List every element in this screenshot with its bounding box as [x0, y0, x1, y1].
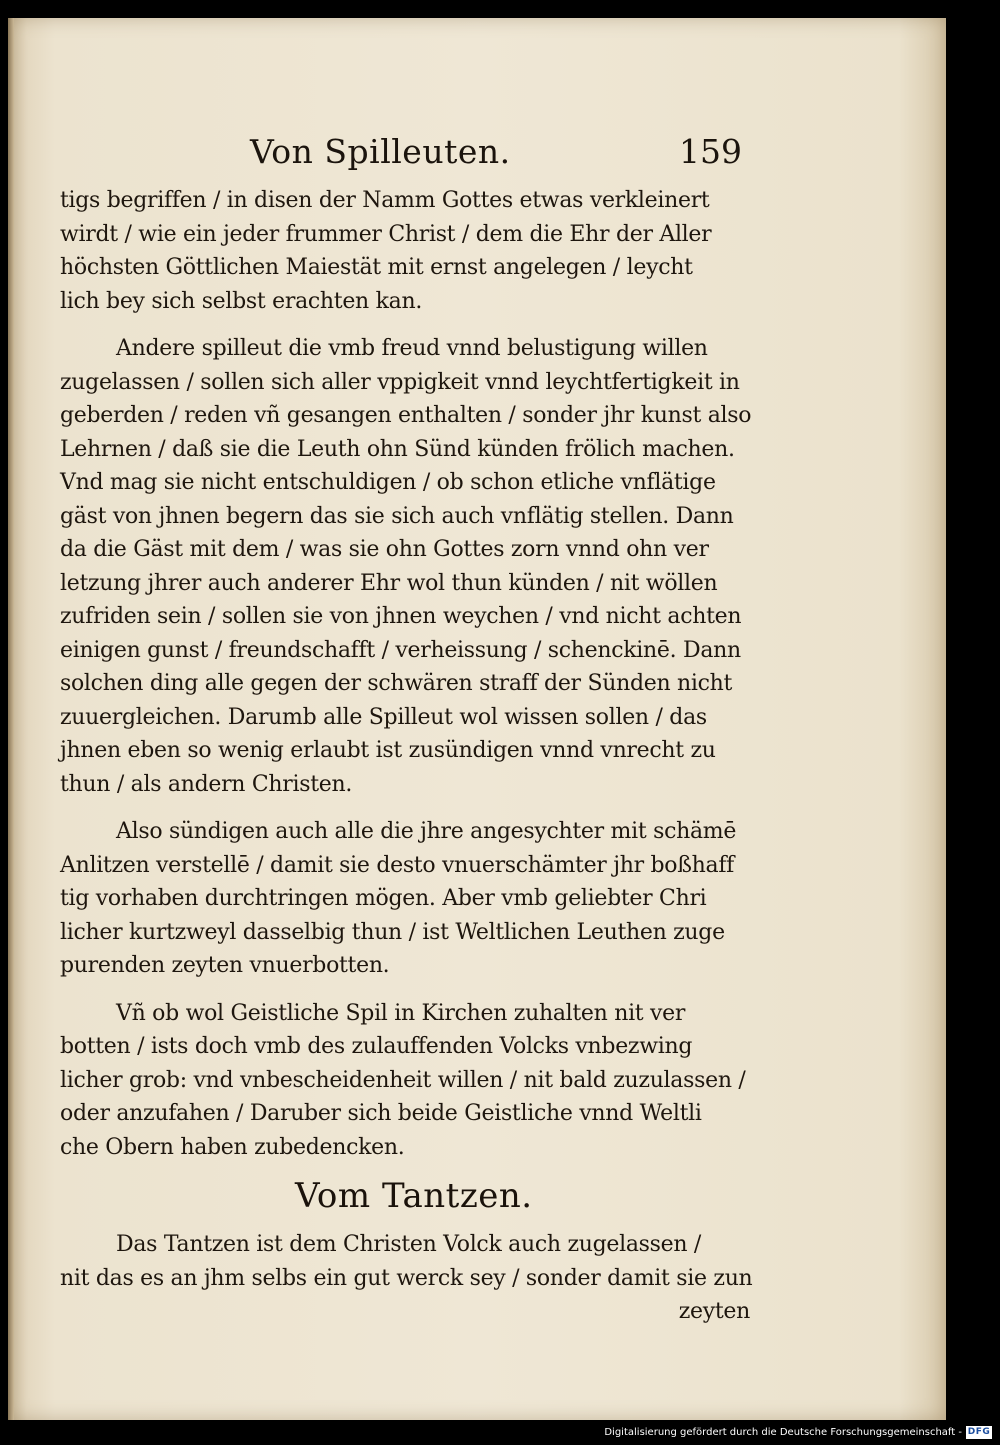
- running-title: Von Spilleuten.: [250, 132, 511, 171]
- section-heading: Vom Tantzen.: [295, 1176, 533, 1216]
- book-page: [8, 18, 946, 1420]
- paragraph: [60, 815, 750, 983]
- text-line: letzung jhrer auch anderer Ehr wol thun künden / nit wöllen: [60, 570, 718, 596]
- text-line: Vnd mag sie nicht entschuldigen / ob schon etliche vnflätige: [60, 470, 716, 495]
- text-line: Andere spilleut die vmb freud vnnd belustigung willen: [116, 336, 708, 361]
- paragraph-gap: [60, 318, 750, 332]
- text-line: Lehrnen / daß sie die Leuth ohn Sünd künden frölich machen.: [60, 436, 735, 462]
- text-line: lich bey sich selbst erachten kan.: [60, 288, 423, 314]
- footer-credit: Digitalisierung gefördert durch die Deutsche Forschungsgemeinschaft -: [604, 1427, 962, 1438]
- text-line: che Obern haben zubedencken.: [60, 1134, 405, 1160]
- paragraph: [60, 184, 750, 318]
- text-line: Vñ ob wol Geistliche Spil in Kirchen zuhalten nit ver: [116, 1000, 686, 1026]
- catchword: zeyten: [678, 1299, 750, 1324]
- running-head: [250, 132, 742, 182]
- section-body: [60, 1228, 753, 1295]
- dfg-logo: DFG: [967, 1427, 991, 1437]
- text-line: licher grob: vnd vnbescheidenheit willen / nit bald zuzulassen /: [60, 1067, 746, 1093]
- text-line: einigen gunst / freundschafft / verheissung / schenckinē. Dann: [60, 637, 741, 663]
- text-line: tigs begriffen / in disen der Namm Gottes etwas verkleinert: [60, 188, 710, 213]
- text-line: jhnen eben so wenig erlaubt ist zusündigen vnnd vnrecht zu: [60, 738, 716, 763]
- text-line: solchen ding alle gegen der schwären straff der Sünden nicht: [60, 671, 733, 696]
- page-gutter-shadow: [8, 18, 14, 1420]
- text-line: höchsten Göttlichen Maiestät mit ernst angelegen / leycht: [60, 255, 693, 280]
- text-line: tig vorhaben durchtringen mögen. Aber vmb geliebter Chri: [60, 886, 707, 911]
- text-line: wirdt / wie ein jeder frummer Christ / dem die Ehr der Aller: [60, 221, 712, 247]
- text-block: [60, 184, 753, 1329]
- paragraphs: [60, 184, 750, 1164]
- page-number: 159: [679, 132, 742, 171]
- text-line: licher kurtzweyl dasselbig thun / ist Weltlichen Leuthen zuge: [60, 919, 725, 945]
- text-line: da die Gäst mit dem / was sie ohn Gottes zorn vnnd ohn ver: [60, 537, 709, 562]
- paragraph: [60, 332, 750, 801]
- text-line: oder anzufahen / Daruber sich beide Geistliche vnnd Weltli: [60, 1101, 702, 1126]
- text-line: botten / ists doch vmb des zulauffenden Volcks vnbezwing: [60, 1034, 693, 1059]
- paragraph: [60, 997, 750, 1165]
- text-line: purenden zeyten vnuerbotten.: [60, 953, 390, 978]
- text-line: zugelassen / sollen sich aller vppigkeit vnnd leychtfertigkeit in: [60, 369, 740, 395]
- text-line: Also sündigen auch alle die jhre angesychter mit schämē: [116, 819, 737, 844]
- paragraph-gap: [60, 983, 750, 997]
- text-line: Anlitzen verstellē / damit sie desto vnuerschämter jhr boßhaff: [60, 852, 735, 878]
- text-line: thun / als andern Christen.: [60, 771, 353, 797]
- text-line: gäst von jhnen begern das sie sich auch vnflätig stellen. Dann: [60, 503, 734, 529]
- text-line: zuuergleichen. Darumb alle Spilleut wol wissen sollen / das: [60, 704, 707, 730]
- paragraph-gap: [60, 801, 750, 815]
- text-line: Das Tantzen ist dem Christen Volck auch zugelassen /: [116, 1232, 702, 1257]
- text-line: zufriden sein / sollen sie von jhnen weychen / vnd nicht achten: [60, 604, 742, 629]
- text-line: nit das es an jhm selbs ein gut werck sey / sonder damit sie zun: [60, 1265, 753, 1291]
- text-line: geberden / reden vñ gesangen enthalten / sonder jhr kunst also: [60, 403, 752, 428]
